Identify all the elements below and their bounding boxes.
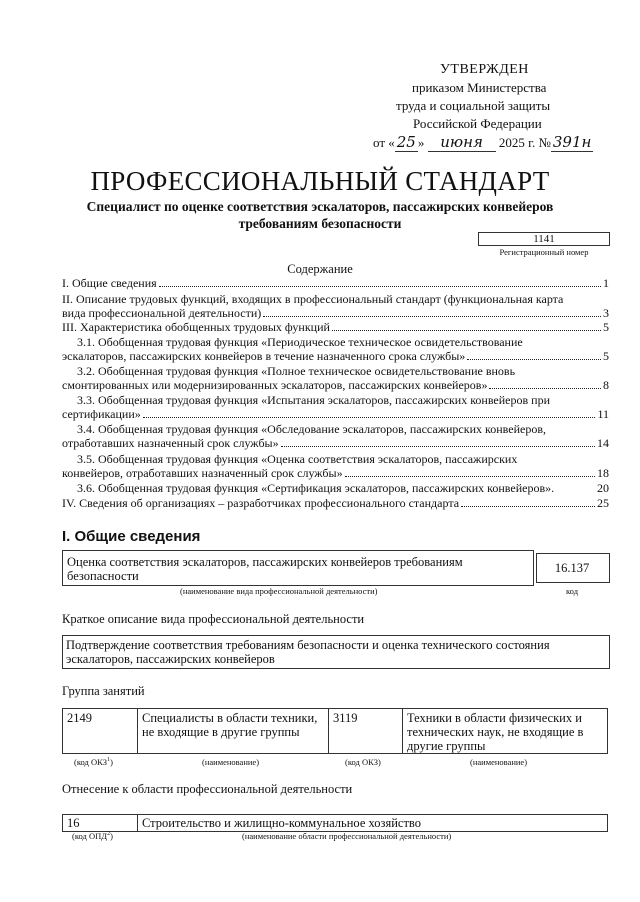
approval-line-4: Российской Федерации xyxy=(413,116,542,131)
okz-code-1: 2149 xyxy=(62,708,138,754)
subtitle-line-2: требованиям безопасности xyxy=(238,216,402,231)
brief-description-line-2: эскалаторов, пассажирских конвейеров xyxy=(66,652,275,666)
approval-date-line xyxy=(373,133,593,152)
opd-name: Строительство и жилищно-коммунальное хозяйство xyxy=(137,814,608,832)
activity-code: 16.137 xyxy=(554,561,590,575)
toc-entry-functions[interactable]: II. Описание трудовых функций, входящих в профессиональный стандарт (функциональная карта вида профессиональной деятельности) 3 xyxy=(62,292,609,320)
okz-name-1-caption: (наименование) xyxy=(202,757,260,767)
toc-entry-3-4[interactable]: 3.4. Обобщенная трудовая функция «Обследование эскалаторов, пассажирских конвейеров, отработавших назначенный срок службы» 14 xyxy=(62,422,609,450)
occupation-group-label: Группа занятий xyxy=(62,684,145,698)
okz-name-2-caption: (наименование) xyxy=(470,757,528,767)
section-1-heading: I. Общие сведения xyxy=(62,528,201,545)
toc-entry-developers[interactable]: IV. Сведения об организациях – разработчиках профессионального стандарта 25 xyxy=(62,496,609,510)
okz-name-2: Техники в области физических и технических наук, не входящие в другие группы xyxy=(402,708,608,754)
toc-entry-3-1[interactable]: 3.1. Обобщенная трудовая функция «Периодическое техническое освидетельствование эскалаторов, пассажирских конвейеров в течение назначенного срока службы» 5 xyxy=(62,335,609,363)
registration-number-box: 1141 xyxy=(478,232,610,246)
activity-name-line-1: Оценка соответствия эскалаторов, пассажирских конвейеров требованиям xyxy=(67,555,463,569)
activity-code-caption: код xyxy=(565,586,579,596)
date-month: июня xyxy=(428,133,496,152)
registration-number-label: Регистрационный номер xyxy=(499,247,589,257)
toc-entry-3-3[interactable]: 3.3. Обобщенная трудовая функция «Испытания эскалаторов, пассажирских конвейеров при сертификации» 11 xyxy=(62,393,609,421)
okz-name-1: Специалисты в области техники, не входящие в другие группы xyxy=(137,708,329,754)
document-subtitle xyxy=(0,198,640,232)
toc-entry-3-2[interactable]: 3.2. Обобщенная трудовая функция «Полное техническое освидетельствование вновь смонтированных или модернизированных эскалаторов, пассажирских конвейеров» 8 xyxy=(62,364,609,392)
toc-entry-3-5[interactable]: 3.5. Обобщенная трудовая функция «Оценка соответствия эскалаторов, пассажирских конвейеров, отработавших назначенный срок службы» 18 xyxy=(62,452,609,480)
brief-description-label: Краткое описание вида профессиональной деятельности xyxy=(62,612,365,626)
toc-entry-general[interactable]: I. Общие сведения 1 xyxy=(62,276,609,290)
toc-title: Содержание xyxy=(287,262,353,276)
okz-code-1-caption: (код ОКЗ$^1$) xyxy=(74,757,113,767)
approval-title: УТВЕРЖДЕН xyxy=(440,62,529,77)
opd-code-caption: (код ОПД$^2$) xyxy=(72,831,113,841)
date-year: 2025 г. № xyxy=(498,135,551,150)
date-mid: » xyxy=(417,135,425,150)
date-day: 25 xyxy=(396,133,416,151)
professional-area-label: Отнесение к области профессиональной деятельности xyxy=(62,782,353,796)
okz-code-2-caption: (код ОКЗ) xyxy=(345,757,381,767)
order-number: 391н xyxy=(552,133,592,151)
opd-code: 16 xyxy=(62,814,138,832)
activity-name-line-2: безопасности xyxy=(67,569,139,583)
brief-description-line-1: Подтверждение соответствия требованиям безопасности и оценка технического состояния xyxy=(66,638,550,652)
opd-name-caption: (наименование области профессиональной деятельности) xyxy=(242,831,452,841)
approval-line-2: приказом Министерства xyxy=(412,80,547,95)
approval-block xyxy=(0,0,640,160)
toc-entry-characteristics[interactable]: III. Характеристика обобщенных трудовых функций 5 xyxy=(62,320,609,334)
date-prefix: от « xyxy=(373,135,395,150)
document-title: ПРОФЕССИОНАЛЬНЫЙ СТАНДАРТ xyxy=(90,166,550,196)
activity-name-caption: (наименование вида профессиональной деятельности) xyxy=(180,586,378,596)
subtitle-line-1: Специалист по оценке соответствия эскалаторов, пассажирских конвейеров xyxy=(86,199,554,214)
approval-line-3: труда и социальной защиты xyxy=(396,98,551,113)
toc-entry-3-6[interactable]: 3.6. Обобщенная трудовая функция «Сертификация эскалаторов, пассажирских конвейеров». 20 xyxy=(77,481,609,495)
okz-code-2: 3119 xyxy=(328,708,403,754)
